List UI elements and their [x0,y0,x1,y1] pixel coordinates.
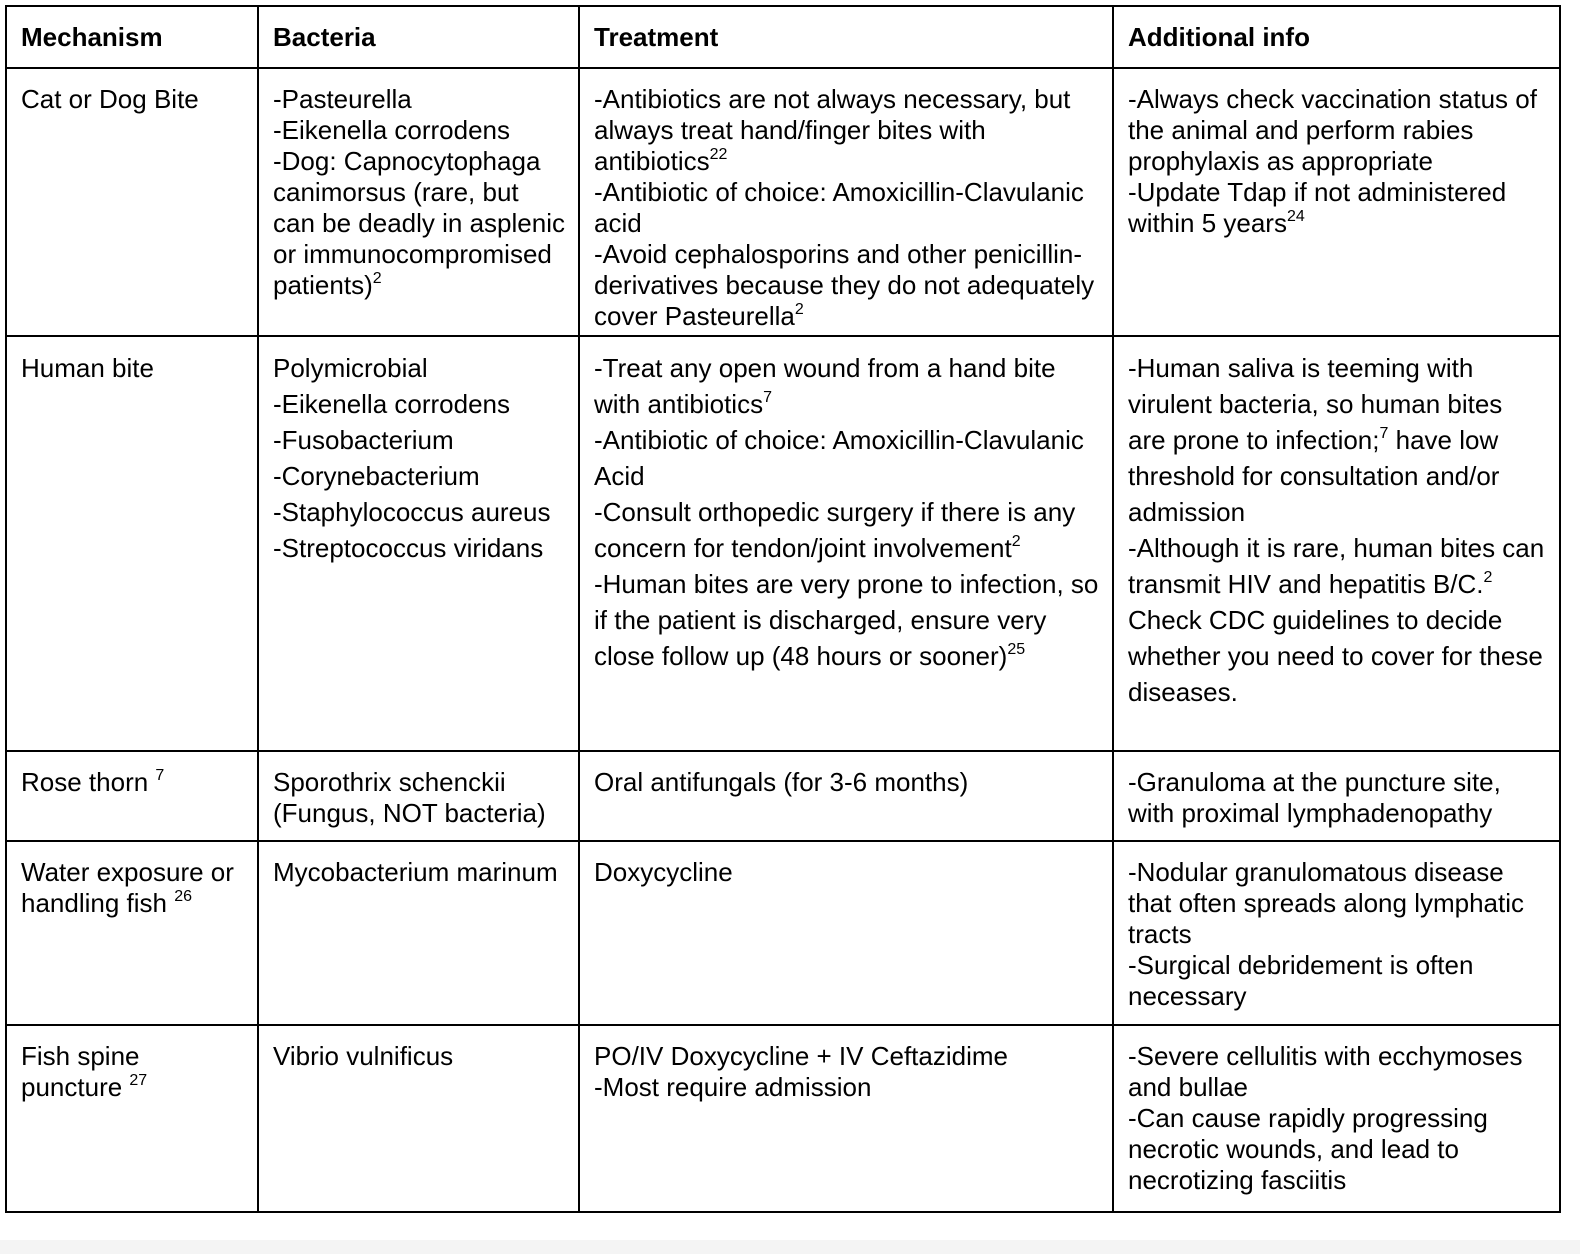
cell-text: -Although it is rare, human bites can transmit HIV and hepatitis B/C. [1128,533,1545,599]
additional-info-cell [1113,336,1560,751]
treatment-cell [579,1025,1113,1212]
cell-line [594,350,1100,422]
table-row [6,751,1560,841]
treatment-cell [579,336,1113,751]
bite-infection-table [5,5,1561,1213]
table-row [6,336,1560,751]
additional-info-cell [1113,841,1560,1025]
cell-line [1128,350,1547,530]
cell-line [273,146,566,301]
page-bottom-strip [0,1240,1580,1254]
bacteria-cell [258,1025,579,1212]
mechanism-cell [6,1025,258,1212]
cell-line [594,1041,1100,1072]
cell-text: -Antibiotic of choice: Amoxicillin-Clavulanic acid [594,177,1084,238]
citation-superscript: 2 [372,270,382,287]
cell-text: -Human saliva is teeming with virulent bacteria, so human bites are prone to infection; [1128,353,1503,455]
mechanism-cell [6,336,258,751]
cell-line [273,494,566,530]
cell-text: Doxycycline [594,857,733,887]
cell-text: -Corynebacterium [273,461,480,491]
cell-line [594,1072,1100,1103]
cell-text: -Most require admission [594,1072,872,1102]
additional-info-cell [1113,1025,1560,1212]
cell-line [594,422,1100,494]
cell-text: Oral antifungals (for 3-6 months) [594,767,969,797]
header-additional-info: Additional info [1113,6,1560,68]
cell-line [21,1041,245,1103]
cell-line [273,350,566,386]
cell-text: -Human bites are very prone to infection, so if the patient is discharged, ensure very close follow up (48 hours or sooner) [594,569,1099,671]
citation-superscript: 7 [155,767,165,784]
additional-info-cell [1113,751,1560,841]
cell-text: -Can cause rapidly progressing necrotic wounds, and lead to necrotizing fasciitis [1128,1103,1488,1195]
treatment-cell [579,751,1113,841]
citation-superscript: 26 [174,888,193,905]
cell-line [1128,857,1547,950]
cell-text: Polymicrobial [273,353,428,383]
bacteria-cell [258,841,579,1025]
citation-superscript: 2 [1483,569,1493,586]
cell-line [21,84,245,115]
cell-text: Human bite [21,353,154,383]
cell-text: -Eikenella corrodens [273,389,511,419]
cell-line [21,350,245,386]
citation-superscript: 25 [1007,641,1026,658]
cell-text: -Update Tdap if not administered within 5 years [1128,177,1507,238]
cell-text-continued: Check CDC guidelines to decide whether you need to cover for these diseases. [1128,605,1543,707]
cell-line [273,1041,566,1072]
treatment-cell [579,841,1113,1025]
cell-text: -Pasteurella [273,84,412,114]
cell-line [594,857,1100,888]
citation-superscript: 22 [709,146,728,163]
cell-line [594,566,1100,674]
citation-superscript: 24 [1286,208,1305,225]
cell-line [1128,1041,1547,1103]
cell-text: Water exposure or handling fish [21,857,234,918]
bacteria-cell [258,68,579,336]
cell-text: Mycobacterium marinum [273,857,558,887]
bacteria-cell [258,336,579,751]
cell-text: Sporothrix schenckii (Fungus, NOT bacteria) [273,767,546,828]
cell-text-continued: have low threshold for consultation and/or admission [1128,425,1500,527]
mechanism-cell [6,68,258,336]
cell-line [1128,950,1547,1012]
treatment-cell [579,68,1113,336]
cell-text: -Dog: Capnocytophaga canimorsus (rare, but can be deadly in asplenic or immunocompromised patients) [273,146,565,300]
cell-line [273,115,566,146]
cell-text: -Eikenella corrodens [273,115,511,145]
table-row [6,68,1560,336]
citation-superscript: 27 [129,1072,148,1089]
citation-superscript: 2 [794,301,804,318]
cell-text: -Treat any open wound from a hand bite with antibiotics [594,353,1056,419]
cell-text: -Consult orthopedic surgery if there is any concern for tendon/joint involvement [594,497,1076,563]
cell-text: -Nodular granulomatous disease that often spreads along lymphatic tracts [1128,857,1525,949]
header-treatment: Treatment [579,6,1113,68]
table-row [6,1025,1560,1212]
header-row [6,6,1560,68]
table-row [6,841,1560,1025]
cell-text: -Antibiotics are not always necessary, but always treat hand/finger bites with antibiotics [594,84,1071,176]
mechanism-cell [6,841,258,1025]
cell-line [273,84,566,115]
cell-text: Cat or Dog Bite [21,84,199,114]
cell-line [273,857,566,888]
bacteria-cell [258,751,579,841]
header-bacteria: Bacteria [258,6,579,68]
cell-line [273,530,566,566]
cell-line [594,84,1100,177]
cell-text: -Granuloma at the puncture site, with proximal lymphadenopathy [1128,767,1501,828]
cell-line [273,767,566,829]
cell-text: -Always check vaccination status of the animal and perform rabies prophylaxis as appropriate [1128,84,1537,176]
cell-line [594,494,1100,566]
cell-line [1128,530,1547,710]
cell-text: -Surgical debridement is often necessary [1128,950,1474,1011]
cell-text: -Antibiotic of choice: Amoxicillin-Clavulanic Acid [594,425,1084,491]
cell-line [273,386,566,422]
citation-superscript: 7 [1379,425,1389,442]
cell-line [1128,177,1547,239]
header-mechanism: Mechanism [6,6,258,68]
cell-text: Fish spine puncture [21,1041,140,1102]
cell-text: Rose thorn [21,767,156,797]
cell-line [21,857,245,919]
cell-text: -Avoid cephalosporins and other penicillin-derivatives because they do not adequately cover Pasteurella [594,239,1095,331]
additional-info-cell [1113,68,1560,336]
cell-text: -Streptococcus viridans [273,533,544,563]
cell-line [1128,84,1547,177]
cell-line [594,177,1100,239]
cell-line [273,422,566,458]
citation-superscript: 2 [1011,533,1021,550]
cell-text: PO/IV Doxycycline + IV Ceftazidime [594,1041,1008,1071]
cell-text: -Severe cellulitis with ecchymoses and bullae [1128,1041,1523,1102]
cell-line [21,767,245,798]
cell-line [594,239,1100,332]
cell-line [1128,767,1547,829]
cell-line [1128,1103,1547,1196]
cell-line [594,767,1100,798]
mechanism-cell [6,751,258,841]
cell-line [273,458,566,494]
cell-text: -Fusobacterium [273,425,454,455]
cell-text: Vibrio vulnificus [273,1041,454,1071]
cell-text: -Staphylococcus aureus [273,497,551,527]
citation-superscript: 7 [763,389,772,406]
